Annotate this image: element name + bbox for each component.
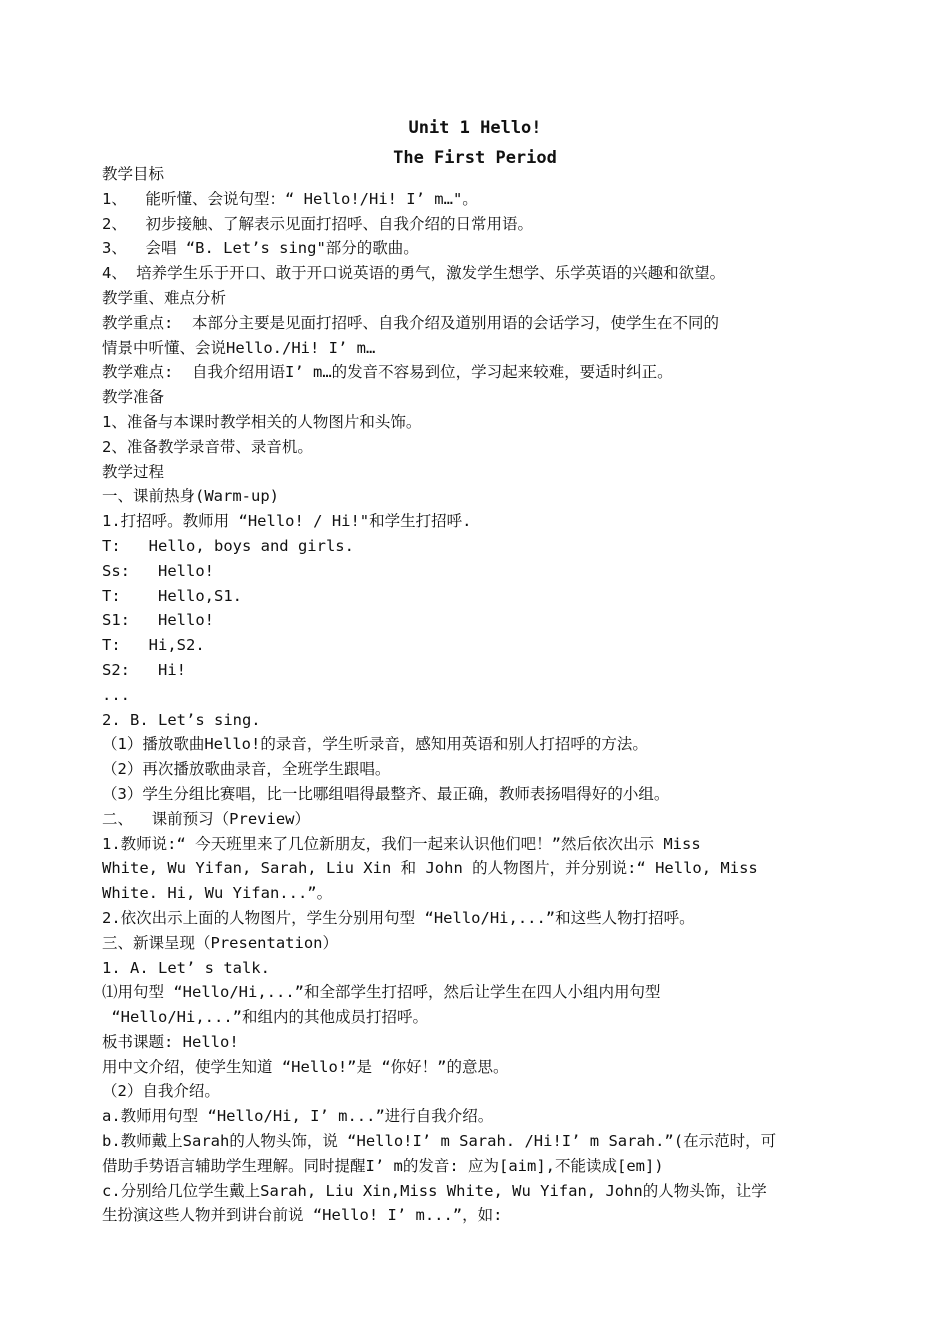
text-line: 板书课题: Hello! (102, 1032, 239, 1051)
text-line: 1. A. Let’ s talk. (102, 958, 270, 977)
text-line: （2）再次播放歌曲录音，全班学生跟唱。 (102, 760, 391, 779)
text-line: 教学难点: 自我介绍用语I’ m…的发音不容易到位，学习起来较难，要适时纠正。 (102, 363, 673, 382)
text-line: （3）学生分组比赛唱，比一比哪组唱得最整齐、最正确，教师表扬唱得好的小组。 (102, 784, 670, 803)
text-line: 情景中听懂、会说Hello./Hi! I’ m… (102, 338, 376, 357)
text-line: T: Hello, boys and girls. (102, 536, 354, 555)
text-line: 3、 会唱 “B. Let’s sing"部分的歌曲。 (102, 239, 419, 258)
text-line: 2、 初步接触、了解表示见面打招呼、自我介绍的日常用语。 (102, 214, 533, 233)
text-line: 教学重点: 本部分主要是见面打招呼、自我介绍及道别用语的会话学习，使学生在不同的 (102, 313, 719, 332)
text-line: （2）自我介绍。 (102, 1082, 220, 1101)
text-line: 借助手势语言辅助学生理解。同时提醒I’ m的发音: 应为[aim],不能读成[em]) (102, 1156, 664, 1175)
text-line: 2.依次出示上面的人物图片，学生分别用句型 “Hello/Hi,...”和这些人物打招呼。 (102, 908, 695, 927)
text-line: 2、准备教学录音带、录音机。 (102, 437, 313, 456)
text-line: “Hello/Hi,...”和组内的其他成员打招呼。 (102, 1008, 428, 1027)
text-line: T: Hi,S2. (102, 636, 205, 655)
document-title: Unit 1 Hello! (408, 118, 542, 138)
text-line: 2. B. Let’s sing. (102, 710, 261, 729)
text-line: b.教师戴上Sarah的人物头饰，说 “Hello!I’ m Sarah. /Hi!I’ m Sarah.”(在示范时，可 (102, 1132, 777, 1151)
text-line: 教学重、难点分析 (102, 288, 227, 307)
text-line: 用中文介绍，使学生知道 “Hello!”是 “你好！”的意思。 (102, 1057, 509, 1076)
text-line: S1: Hello! (102, 611, 214, 630)
text-line: 1、准备与本课时教学相关的人物图片和头饰。 (102, 412, 422, 431)
text-line: （1）播放歌曲Hello!的录音，学生听录音，感知用英语和别人打招呼的方法。 (102, 735, 648, 754)
text-line: 教学准备 (102, 388, 165, 407)
text-line: 教学过程 (102, 462, 165, 481)
text-line: T: Hello,S1. (102, 586, 242, 605)
text-line: S2: Hi! (102, 660, 186, 679)
text-line: Ss: Hello! (102, 561, 214, 580)
text-line: 1.教师说:“ 今天班里来了几位新朋友，我们一起来认识他们吧！”然后依次出示 Miss (102, 834, 701, 853)
document-body (102, 162, 850, 1228)
text-line: 一、课前热身(Warm-up) (102, 487, 279, 506)
text-line: 1、 能听懂、会说句型：“ Hello!/Hi! I’ m…"。 (102, 189, 478, 208)
text-line: White. Hi, Wu Yifan...”。 (102, 884, 333, 903)
text-line: White, Wu Yifan, Sarah, Liu Xin 和 John 的人物图片，并分别说:“ Hello, Miss (102, 859, 758, 878)
text-line: ⑴用句型 “Hello/Hi,...”和全部学生打招呼，然后让学生在四人小组内用句型 (102, 983, 661, 1002)
text-line: 教学目标 (102, 165, 165, 183)
text-line: 1.打招呼。教师用 “Hello! / Hi!"和学生打招呼. (102, 512, 472, 531)
document-subtitle: The First Period (393, 148, 557, 168)
text-line: c.分别给几位学生戴上Sarah, Liu Xin,Miss White, Wu Yifan, John的人物头饰，让学 (102, 1181, 767, 1200)
text-line: a.教师用句型 “Hello/Hi, I’ m...”进行自我介绍。 (102, 1107, 494, 1126)
text-line: ... (102, 685, 130, 704)
text-line: 三、新课呈现（Presentation） (102, 933, 338, 952)
text-line: 生扮演这些人物并到讲台前说 “Hello! I’ m...”，如: (102, 1206, 503, 1225)
text-line: 二、 课前预习（Preview） (102, 809, 310, 828)
text-line: 4、 培养学生乐于开口、敢于开口说英语的勇气，激发学生想学、乐学英语的兴趣和欲望。 (102, 264, 726, 283)
